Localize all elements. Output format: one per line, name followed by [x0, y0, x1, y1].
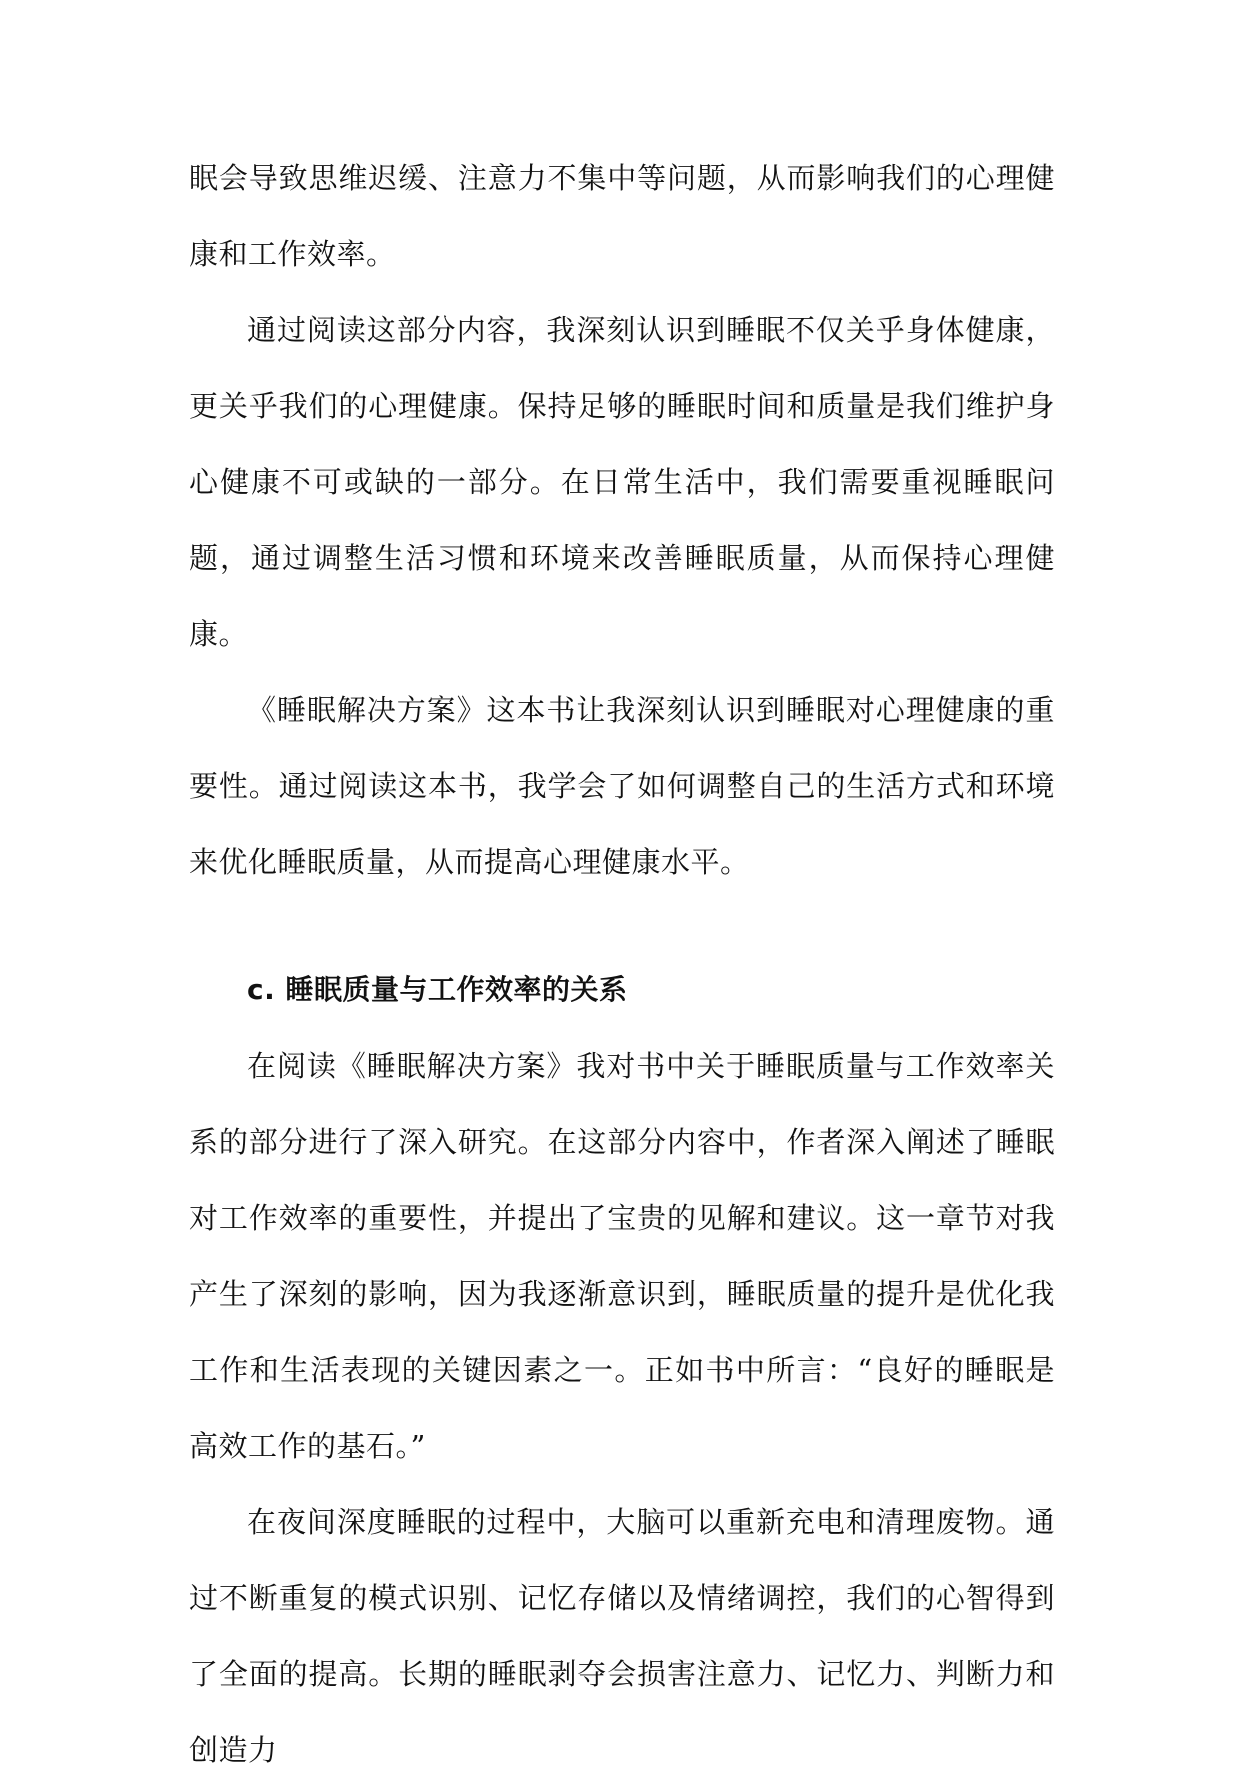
paragraph-continuation: 眠会导致思维迟缓、注意力不集中等问题，从而影响我们的心理健康和工作效率。: [189, 161, 1055, 271]
paragraph-book-summary: 《睡眠解决方案》这本书让我深刻认识到睡眠对心理健康的重要性。通过阅读这本书，我学会了如何调整自己的生活方式和环境来优化睡眠质量，从而提高心理健康水平。: [189, 693, 1055, 879]
section-heading: c. 睡眠质量与工作效率的关系: [247, 973, 628, 1006]
page-content: [189, 140, 1055, 1788]
paragraph-deep-sleep: 在夜间深度睡眠的过程中，大脑可以重新充电和清理废物。通过不断重复的模式识别、记忆存储以及情绪调控，我们的心智得到了全面的提高。长期的睡眠剥夺会损害注意力、记忆力、判断力和创造力: [189, 1505, 1055, 1767]
paragraph-work-efficiency: 在阅读《睡眠解决方案》我对书中关于睡眠质量与工作效率关系的部分进行了深入研究。在这部分内容中，作者深入阐述了睡眠对工作效率的重要性，并提出了宝贵的见解和建议。这一章节对我产生了深刻的影响，因为我逐渐意识到，睡眠质量的提升是优化我工作和生活表现的关键因素之一。正如书中所言：“良好的睡眠是高效工作的基石。”: [189, 1049, 1055, 1463]
paragraph-mental-health: 通过阅读这部分内容，我深刻认识到睡眠不仅关乎身体健康，更关乎我们的心理健康。保持足够的睡眠时间和质量是我们维护身心健康不可或缺的一部分。在日常生活中，我们需要重视睡眠问题，通过调整生活习惯和环境来改善睡眠质量，从而保持心理健康。: [189, 313, 1055, 651]
